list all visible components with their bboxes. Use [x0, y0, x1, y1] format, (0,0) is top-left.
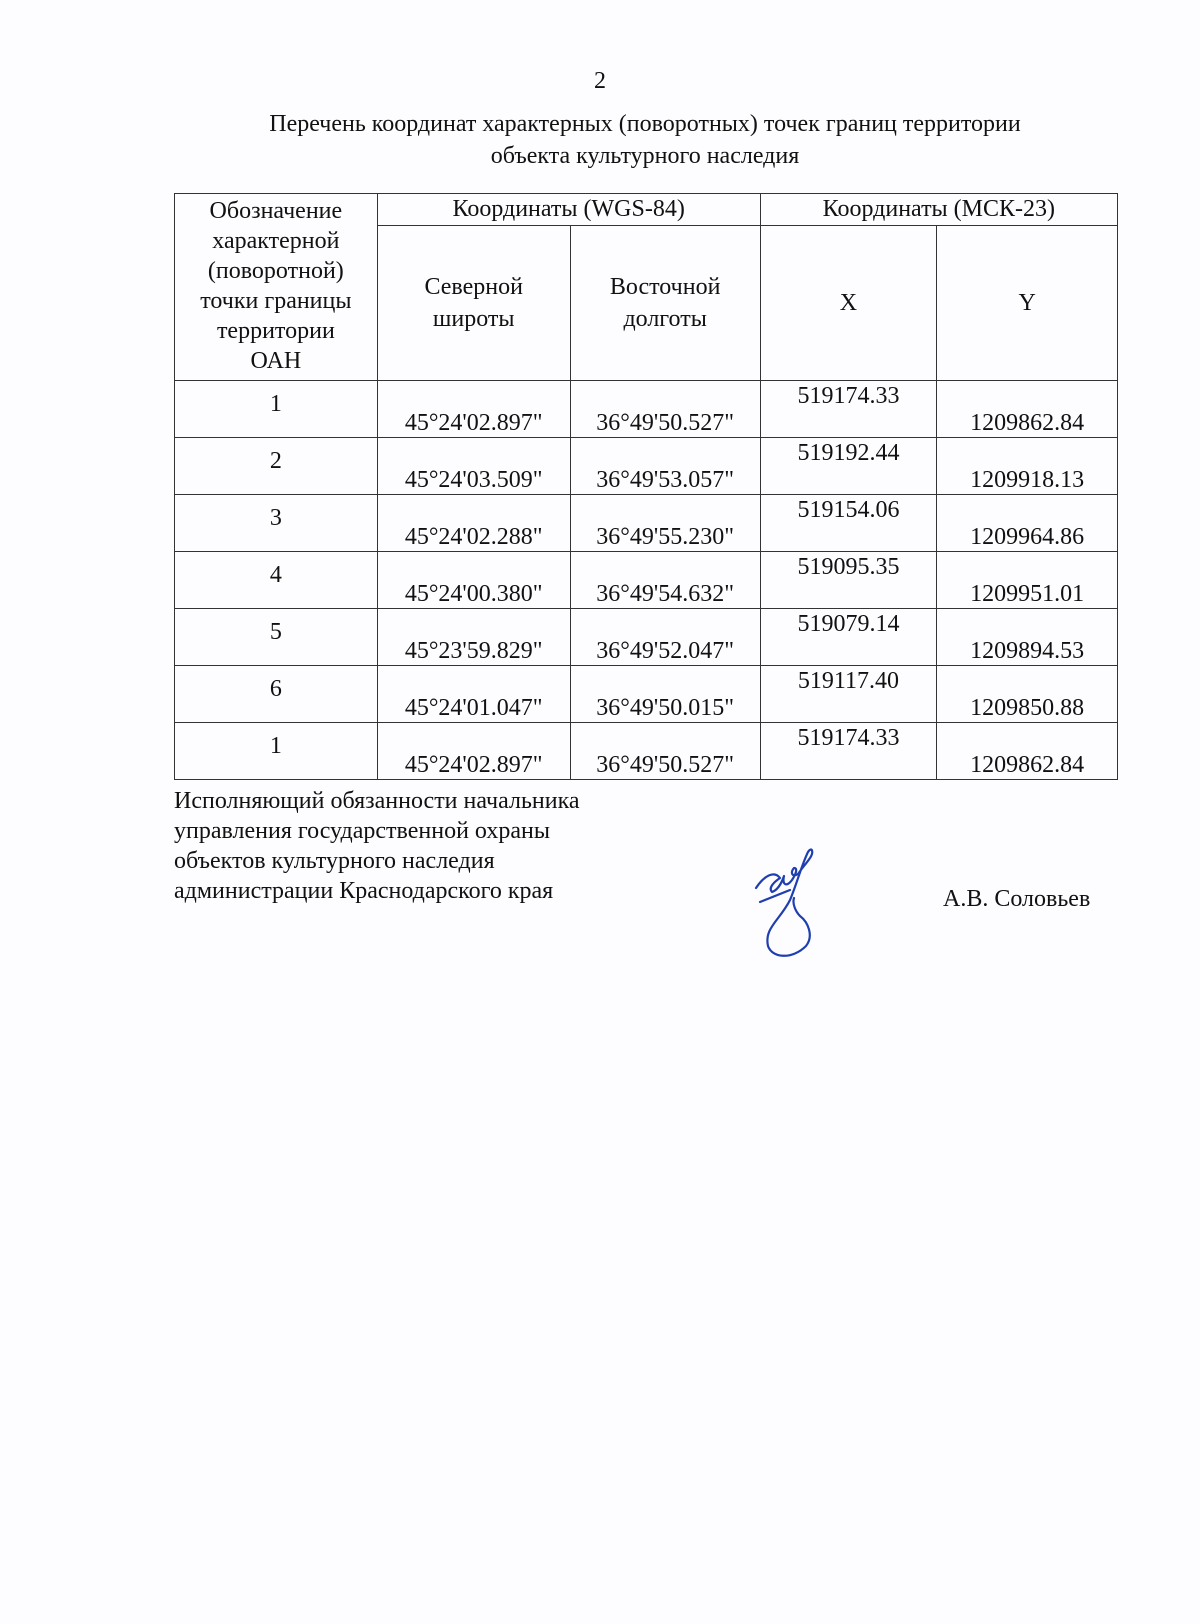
cell-y: 1209850.88	[937, 666, 1118, 723]
page-number: 2	[594, 68, 606, 94]
cell-latitude: 45°24'00.380"	[377, 552, 570, 609]
cell-point: 1	[175, 723, 378, 780]
cell-x: 519095.35	[760, 552, 937, 609]
header-x: X	[760, 225, 937, 380]
cell-latitude: 45°24'02.288"	[377, 495, 570, 552]
cell-point: 4	[175, 552, 378, 609]
cell-longitude: 36°49'55.230"	[570, 495, 760, 552]
header-point-line: территории	[216, 318, 335, 344]
cell-longitude: 36°49'54.632"	[570, 552, 760, 609]
cell-x: 519154.06	[760, 495, 937, 552]
cell-longitude: 36°49'53.057"	[570, 438, 760, 495]
cell-latitude: 45°24'01.047"	[377, 666, 570, 723]
header-latitude-line: широты	[432, 305, 515, 332]
header-longitude	[570, 225, 760, 380]
signer-position-line: объектов культурного наследия	[174, 848, 495, 874]
cell-x: 519117.40	[760, 666, 937, 723]
cell-point: 1	[175, 381, 378, 438]
cell-y: 1209862.84	[937, 381, 1118, 438]
cell-latitude: 45°24'03.509"	[377, 438, 570, 495]
signature-icon	[750, 842, 840, 962]
cell-longitude: 36°49'50.015"	[570, 666, 760, 723]
cell-y: 1209964.86	[937, 495, 1118, 552]
cell-point: 3	[175, 495, 378, 552]
header-point-line: (поворотной)	[207, 258, 344, 284]
header-msk23: Координаты (МСК-23)	[760, 194, 1117, 226]
table-row	[175, 381, 1118, 438]
document-title	[160, 108, 1130, 172]
header-point-line: Обозначение	[209, 198, 343, 224]
signer-position	[174, 786, 580, 906]
table-row	[175, 495, 1118, 552]
cell-x: 519174.33	[760, 381, 937, 438]
cell-latitude: 45°23'59.829"	[377, 609, 570, 666]
header-longitude-line: Восточной	[609, 273, 721, 300]
cell-longitude: 36°49'50.527"	[570, 381, 760, 438]
document-title-line-2: объекта культурного наследия	[490, 143, 800, 169]
table-row	[175, 438, 1118, 495]
header-longitude-line: долготы	[623, 305, 707, 332]
header-latitude-line: Северной	[424, 273, 523, 300]
signer-name: А.В. Соловьев	[943, 886, 1091, 912]
cell-point: 5	[175, 609, 378, 666]
handwritten-signature	[750, 842, 840, 967]
table-row	[175, 723, 1118, 780]
header-point-line: ОАН	[250, 348, 302, 374]
cell-y: 1209894.53	[937, 609, 1118, 666]
coordinates-table	[174, 193, 1118, 780]
cell-y: 1209918.13	[937, 438, 1118, 495]
cell-longitude: 36°49'52.047"	[570, 609, 760, 666]
cell-y: 1209951.01	[937, 552, 1118, 609]
cell-x: 519079.14	[760, 609, 937, 666]
cell-x: 519192.44	[760, 438, 937, 495]
table-row	[175, 552, 1118, 609]
cell-longitude: 36°49'50.527"	[570, 723, 760, 780]
signer-position-line: Исполняющий обязанности начальника	[174, 788, 580, 814]
table-row	[175, 666, 1118, 723]
document-title-line-1: Перечень координат характерных (поворотных) точек границ территории	[269, 111, 1021, 137]
cell-point: 2	[175, 438, 378, 495]
table-row	[175, 609, 1118, 666]
header-latitude	[377, 225, 570, 380]
signer-position-line: управления государственной охраны	[174, 818, 550, 844]
header-wgs84: Координаты (WGS-84)	[377, 194, 760, 226]
header-point-line: точки границы	[200, 288, 352, 314]
cell-x: 519174.33	[760, 723, 937, 780]
cell-latitude: 45°24'02.897"	[377, 381, 570, 438]
header-point-designation	[175, 194, 378, 381]
cell-point: 6	[175, 666, 378, 723]
header-y: Y	[937, 225, 1118, 380]
signer-position-line: администрации Краснодарского края	[174, 878, 554, 904]
cell-latitude: 45°24'02.897"	[377, 723, 570, 780]
header-point-line: характерной	[212, 228, 340, 254]
cell-y: 1209862.84	[937, 723, 1118, 780]
